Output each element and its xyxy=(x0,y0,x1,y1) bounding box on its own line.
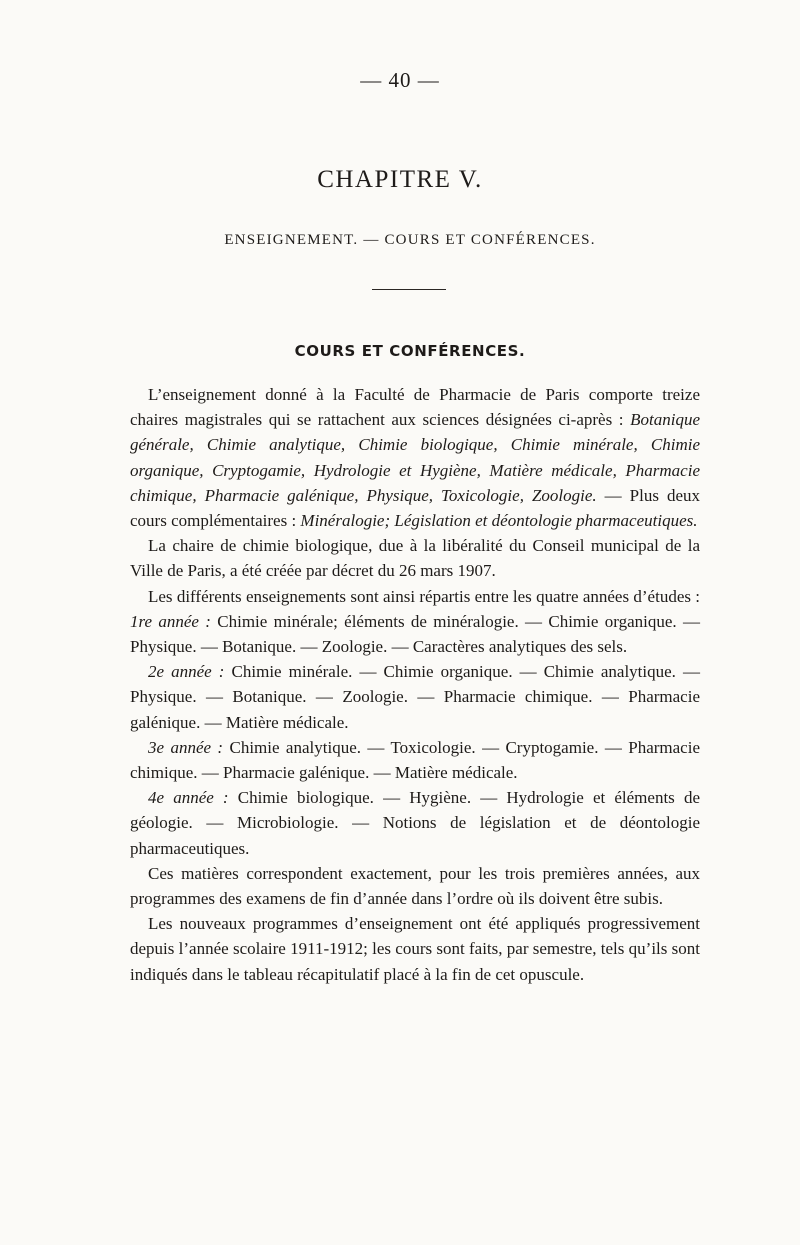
italic-text: Minéralogie; Législation et déontologie pharmaceutiques. xyxy=(300,511,698,531)
italic-text: Botanique générale, Chimie analytique, Chimie biologique, Chimie minérale, Chimie organique, Cryptogamie, Hydrologie et Hygiène, Matière médicale, Pharmacie chimique, Pharmacie galénique, Physique, Toxicologie, Zoologie. xyxy=(130,410,700,505)
paragraph xyxy=(130,533,700,583)
paragraph-text: Chimie biologique. — Hygiène. — Hydrologie et éléments de géologie. — Microbiologie. — Notions de législation et de déontologie pharmaceutiques. xyxy=(130,788,700,858)
paragraph-text: — Plus deux cours complémentaires : xyxy=(130,485,700,531)
body-text xyxy=(130,382,700,987)
section-heading: COURS ET CONFÉRENCES. xyxy=(294,342,526,360)
chapter-title: CHAPITRE V. xyxy=(317,166,483,193)
paragraph xyxy=(130,861,700,911)
paragraph-text: Chimie minérale. — Chimie organique. — Chimie analytique. — Physique. — Botanique. — Zoologie. — Pharmacie chimique. — Pharmacie galénique. — Matière médicale. xyxy=(130,662,700,732)
italic-text: 4e année : xyxy=(148,788,229,808)
paragraph-text: L’enseignement donné à la Faculté de Pharmacie de Paris comporte treize chaires magistrales qui se rattachent aux sciences désignées ci-après : xyxy=(130,385,700,430)
paragraph-text: La chaire de chimie biologique, due à la libéralité du Conseil municipal de la Ville de Paris, a été créée par décret du 26 mars 1907. xyxy=(130,536,700,581)
paragraph-text: Ces matières correspondent exactement, pour les trois premières années, aux programmes des examens de fin d’année dans l’ordre où ils doivent être subis. xyxy=(130,863,700,909)
paragraph-text: Les nouveaux programmes d’enseignement ont été appliqués progressivement depuis l’année scolaire 1911-1912; les cours sont faits, par semestre, tels qu’ils sont indiqués dans le tableau récapitulatif placé à la fin de cet opuscule. xyxy=(130,914,700,984)
paragraph-text: Les différents enseignements sont ainsi répartis entre les quatre années d’études : xyxy=(148,586,700,606)
paragraph-text: Chimie minérale; éléments de minéralogie. — Chimie organique. — Physique. — Botanique. — Zoologie. — Caractères analytiques des sels. xyxy=(130,611,700,657)
paragraph xyxy=(130,911,700,987)
paragraph-text: Chimie analytique. — Toxicologie. — Cryptogamie. — Pharmacie chimique. — Pharmacie galénique. — Matière médicale. xyxy=(130,737,700,783)
paragraph xyxy=(130,659,700,735)
italic-text: 3e année : xyxy=(148,737,224,757)
section-divider xyxy=(372,289,446,290)
paragraph xyxy=(130,785,700,861)
italic-text: 2e année : xyxy=(148,662,225,682)
page-number: — 40 — xyxy=(360,68,440,92)
paragraph xyxy=(130,584,700,660)
italic-text: 1re année : xyxy=(130,611,211,631)
paragraph xyxy=(130,382,700,533)
paragraph xyxy=(130,735,700,785)
chapter-subtitle: ENSEIGNEMENT. — COURS ET CONFÉRENCES. xyxy=(224,232,596,248)
